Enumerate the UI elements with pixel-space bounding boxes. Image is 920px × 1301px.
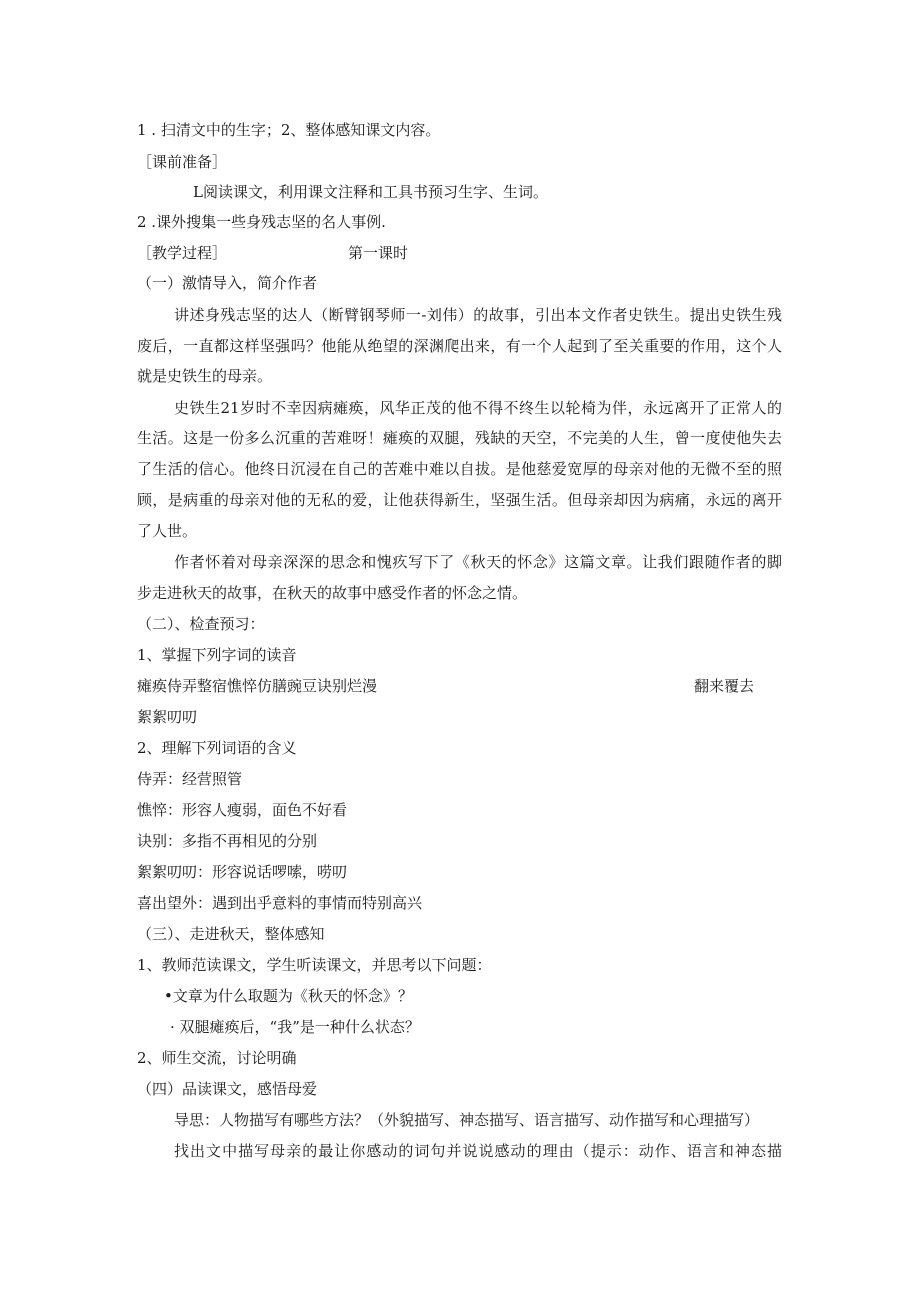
section-2-title: （二）、检查预习： (137, 615, 265, 633)
prep-heading: ［课前准备］ (137, 153, 228, 171)
section-4-title: （四）品读课文，感悟母爱 (137, 1080, 318, 1098)
prep-item-2: 2 .课外搜集一些身残志坚的名人事例. (137, 213, 386, 231)
task-line: 找出文中描写母亲的最让你感动的词句并说说感动的理由（提示：动作、语言和神态描 (174, 1142, 782, 1160)
section-3-sub-1: 1、教师范读课文，学生听读课文，并思考以下问题： (137, 956, 492, 974)
paragraph-1-line-3: 就是史铁生的母亲。 (137, 367, 273, 385)
period-label: 第一课时 (348, 244, 409, 262)
question-2: · 双腿瘫痪后，“我”是一种什么状态？ (170, 1018, 420, 1036)
paragraph-2-line-2: 生活。这是一份多么沉重的苦难呀！瘫痪的双腿，残缺的天空，不完美的人生，曾一度使他失去 (137, 429, 782, 447)
paragraph-1-line-1: 讲述身残志坚的达人（断臂钢琴师一-刘伟）的故事，引出本文作者史铁生。提出史铁生残 (174, 306, 782, 324)
vocab-words: 瘫痪侍弄整宿憔悴仿膳豌豆诀别烂漫 (137, 677, 378, 695)
paragraph-2-line-1: 史铁生21岁时不幸因病瘫痪，风华正茂的他不得不终生以轮椅为伴，永远离开了正常人的 (174, 399, 782, 417)
section-3-sub-2: 2、师生交流，讨论明确 (137, 1049, 297, 1067)
vocab-words-wrap: 絮絮叨叨 (137, 708, 198, 726)
objectives-line: 1 . 扫清文中的生字；2、整体感知课文内容。 (137, 121, 441, 139)
paragraph-2-line-4: 顾，是病重的母亲对他的无私的爱，让他获得新生，坚强生活。但母亲却因为病痛，永远的离开 (137, 491, 782, 509)
guide-question: 导思：人物描写有哪些方法？（外貌描写、神态描写、语言描写、动作描写和心理描写） (174, 1111, 760, 1129)
paragraph-3-line-2: 步走进秋天的故事，在秋天的故事中感受作者的怀念之情。 (137, 584, 528, 602)
definition-item: 絮絮叨叨：形容说话啰嗦，唠叨 (137, 863, 348, 881)
definition-item: 侍弄：经营照管 (137, 770, 243, 788)
section-2-sub-1: 1、掌握下列字词的读音 (137, 646, 297, 664)
definition-item: 憔悴：形容人瘦弱，面色不好看 (137, 801, 348, 819)
vocab-words-right: 翻来覆去 (694, 677, 755, 695)
paragraph-1-line-2: 废后，一直都这样坚强吗？他能从绝望的深渊爬出来，有一个人起到了至关重要的作用，这个人 (137, 337, 782, 355)
definition-item: 喜出望外：遇到出乎意料的事情而特别高兴 (137, 894, 423, 912)
section-1-title: （一）激情导入，简介作者 (137, 274, 318, 292)
paragraph-2-line-3: 了生活的信心。他终日沉浸在自己的苦难中难以自拔。是他慈爱宽厚的母亲对他的无微不至的照 (137, 460, 782, 478)
process-heading: ［教学过程］ (137, 244, 228, 262)
prep-item-1: L阅读课文，利用课文注释和工具书预习生字、生词。 (193, 183, 548, 201)
section-3-title: （三）、走进秋天，整体感知 (137, 925, 325, 943)
paragraph-3-line-1: 作者怀着对母亲深深的思念和愧疚写下了《秋天的怀念》这篇文章。让我们跟随作者的脚 (174, 553, 782, 571)
definition-item: 诀别：多指不再相见的分别 (137, 832, 318, 850)
paragraph-2-line-5: 了人世。 (137, 522, 198, 540)
section-2-sub-2: 2、理解下列词语的含义 (137, 739, 297, 757)
question-1: •文章为什么取题为《秋天的怀念》？ (164, 987, 413, 1005)
